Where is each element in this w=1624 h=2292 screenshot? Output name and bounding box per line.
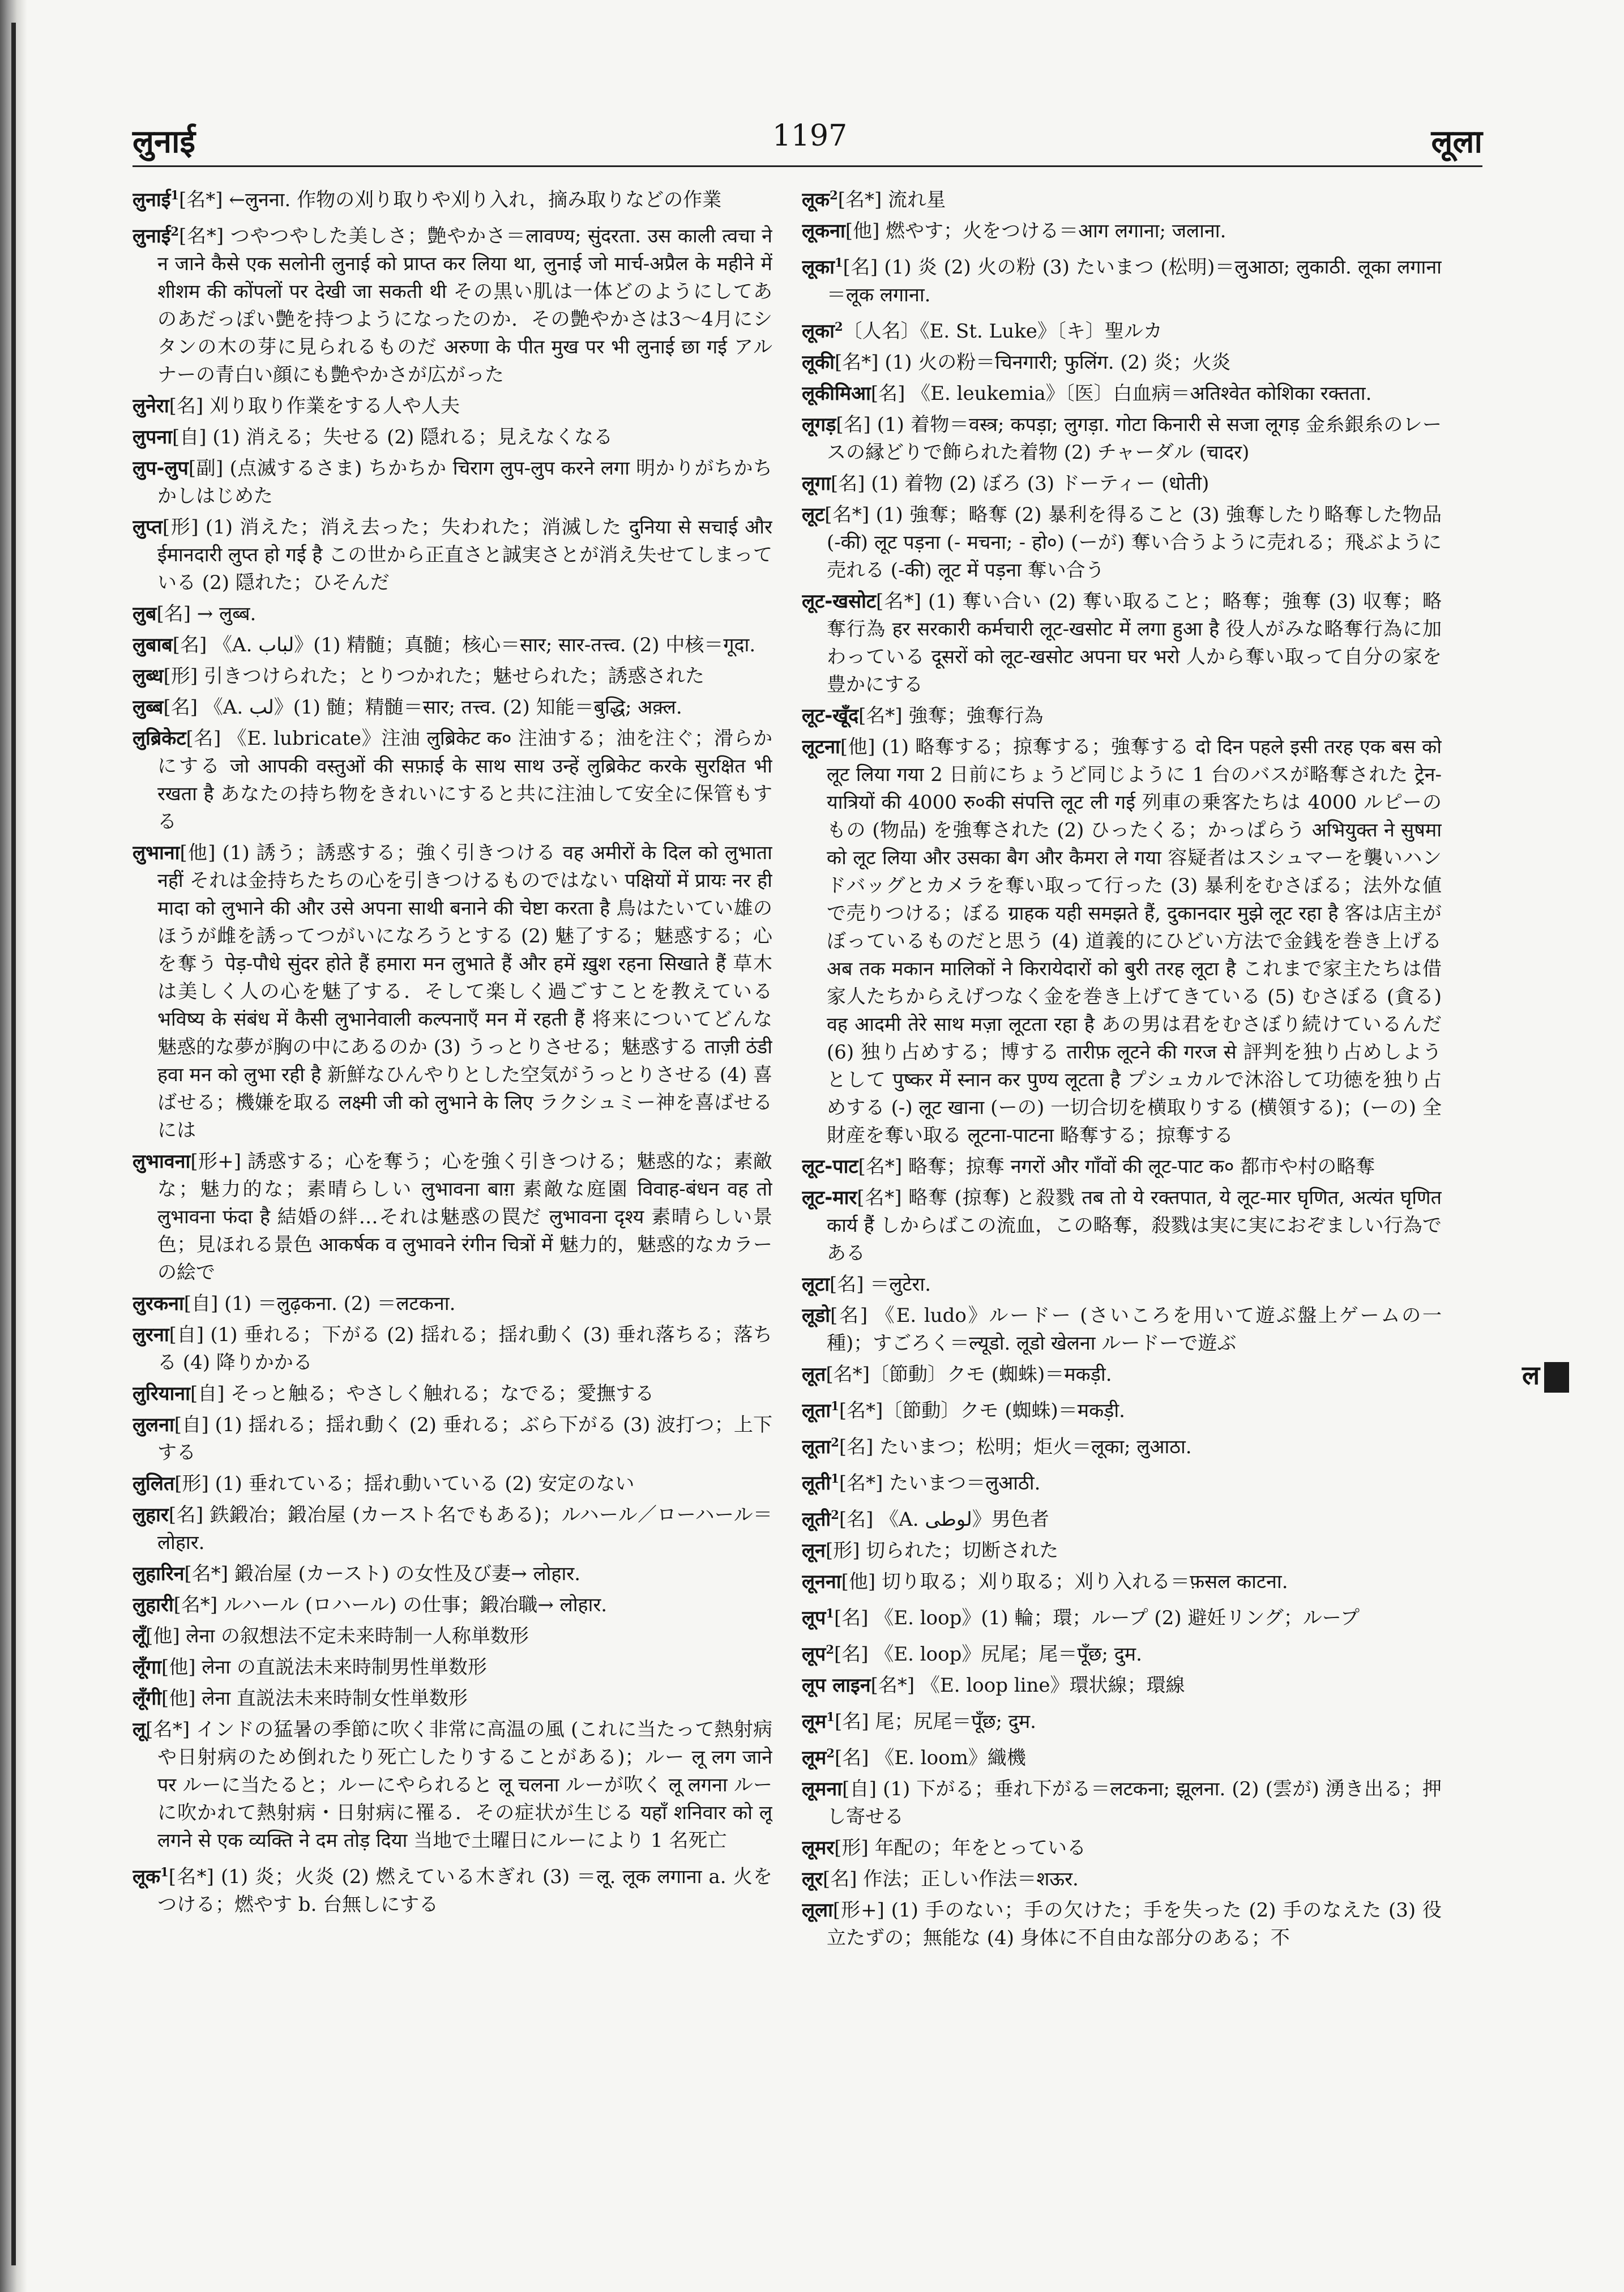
entry-definition: [形] 引きつけられた；とりつかれた；魅せられた；誘惑された (163, 665, 704, 688)
entry-headword: लूट-पाट (802, 1155, 858, 1178)
running-head-left: लुनाई (133, 123, 196, 160)
dictionary-entry (802, 1703, 1442, 1736)
dictionary-entry (802, 1636, 1442, 1668)
dictionary-entry (802, 501, 1442, 584)
dictionary-entry (133, 1380, 772, 1408)
entry-headword: लुपना (133, 426, 173, 449)
dictionary-entry (802, 1501, 1442, 1534)
entry-definition: [名*] 《E. loop line》環状線；環線 (870, 1674, 1185, 1697)
dictionary-entry (133, 663, 772, 690)
dictionary-entry (802, 1834, 1442, 1862)
entry-definition: [名*]〔節動〕クモ (蜘蛛)＝मकड़ी. (826, 1363, 1112, 1386)
homograph-number: 2 (831, 1435, 839, 1449)
entry-headword: लूप (802, 1607, 826, 1629)
dictionary-entry (802, 1428, 1442, 1461)
dictionary-entry (133, 1470, 772, 1498)
entry-definition: [名*] (1) 炎；火炎 (2) 燃えている木ぎれ (3) ＝लू. लूक लगाना a. 火をつける；燃やす b. 台無しにする (157, 1866, 772, 1916)
dictionary-entry (802, 1537, 1442, 1565)
homograph-number: 1 (834, 255, 843, 270)
entry-headword: लूम (802, 1710, 827, 1733)
homograph-number: 1 (160, 1865, 169, 1879)
entry-headword: लूँगा (133, 1656, 161, 1679)
entry-definition: [形] 切られた；切断された (825, 1539, 1059, 1562)
dictionary-entry (802, 313, 1442, 345)
homograph-number: 2 (834, 319, 843, 334)
entry-headword: लुहारी (133, 1594, 174, 1616)
thumb-index-letter: ल (1522, 1360, 1540, 1390)
entry-definition: [名] 刈り取り作業をする人や人夫 (169, 395, 460, 417)
entry-headword: लूर (802, 1868, 823, 1890)
homograph-number: 2 (830, 188, 838, 202)
dictionary-entry (133, 694, 772, 722)
entry-headword: लूटा (802, 1273, 830, 1296)
entry-definition: [名] ＝लुटेरा. (830, 1273, 931, 1296)
dictionary-entry (133, 631, 772, 659)
dictionary-entry (802, 1897, 1442, 1952)
dictionary-entry (802, 702, 1442, 730)
entry-definition: [名] 《E. loom》織機 (835, 1747, 1026, 1769)
dictionary-entry (133, 514, 772, 597)
entry-headword: लुबाब (133, 634, 173, 656)
homograph-number: 2 (170, 224, 180, 238)
entry-headword: लूकना (802, 220, 845, 242)
dictionary-entry (802, 249, 1442, 309)
left-column (133, 181, 772, 2197)
entry-definition: [名*] (1) 奪い合い (2) 奪い取ること；略奪；強奪 (3) 収奪；略奪行為 हर सरकारी कर्मचारी लूट-खसोट में लगा हुआ है 役人がみな略奪行為に加わっている दूसरों को लूट-खसोट अपना घर भरो 人から奪い取って自分の家を豊かにする (827, 590, 1442, 696)
dictionary-entry (802, 1568, 1442, 1596)
dictionary-entry (133, 1858, 772, 1919)
entry-definition: [自] (1) 垂れる；下がる (2) 揺れる；揺れ動く (3) 垂れ落ちる；落ちる (4) 降りかかる (157, 1324, 772, 1374)
entry-headword: लुनेरा (133, 395, 169, 417)
entry-definition: [名] 《E. lubricate》注油 लुब्रिकेट क० 注油する；油を注ぐ；滑らかにする जो आपकी वस्तुओं की सफ़ाई के साथ साथ उन्हें लुब्रिकेट करके सुरक्षित भी रखता है あなたの持ち物をきれいにすると共に注油して安全に保管もする (157, 727, 772, 833)
dictionary-entry (133, 392, 772, 420)
entry-definition: [名] 《A. لوطی》男色者 (839, 1508, 1049, 1531)
dictionary-entry (133, 1290, 772, 1318)
dictionary-entry (802, 1153, 1442, 1181)
entry-headword: लुलित (133, 1472, 175, 1495)
entry-definition: [名] → लुब्ब. (156, 603, 257, 625)
entry-definition: [自] (1) ＝लुढ़कना. (2) ＝लटकना. (183, 1292, 456, 1315)
dictionary-entry (802, 1271, 1442, 1299)
entry-headword: लूनना (802, 1570, 841, 1593)
entry-definition: [他] 燃やす；火をつける＝आग लगाना; जलाना. (845, 220, 1226, 242)
entry-headword: लूम (802, 1747, 827, 1769)
dictionary-entry (802, 1392, 1442, 1425)
homograph-number: 1 (831, 1471, 839, 1486)
entry-definition: [名] 《A. لباب》(1) 精髄；真髄；核心＝सार; सार-तत्त्व. (2) 中核＝गूदा. (172, 634, 756, 656)
entry-definition: [名] 《E. loop》尻尾；尾＝पूँछ; दुम. (834, 1643, 1142, 1666)
entry-definition: [形+] (1) 手のない；手の欠けた；手を失った (2) 手のなえた (3) 役立たずの；無能な (4) 身体に不自由な部分のある；不 (827, 1899, 1442, 1949)
entry-headword: लूती (802, 1472, 831, 1495)
entry-headword: लूट-खसोट (802, 590, 877, 613)
entry-definition: [他] लेना 直説法未来時制女性単数形 (161, 1687, 468, 1710)
entry-headword: लूँ (133, 1625, 146, 1647)
entry-headword: लुप-लुप (133, 457, 189, 480)
entry-definition: [名*] ルハール (ロハール) の仕事；鍛冶職→ लोहार. (173, 1594, 608, 1616)
entry-headword: लूट-खूँद (802, 705, 859, 727)
binding-rule (11, 23, 16, 2265)
entry-definition: [名] 鉄鍛冶；鍛冶屋 (カースト名でもある)；ルハール／ローハール＝लोहार. (157, 1504, 772, 1554)
entry-headword: लून (802, 1539, 826, 1562)
entry-definition: [名] たいまつ；松明；炬火＝लूका; लुआठा. (839, 1436, 1192, 1458)
entry-definition: [自] そっと触る；やさしく触れる；なでる；愛撫する (190, 1382, 655, 1405)
entry-headword: लुब्रिकेट (133, 727, 186, 750)
entry-headword: लुनाई (133, 225, 171, 247)
entry-definition: [名*] つやつやした美しさ；艶やかさ＝लावण्य; सुंदरता. उस काली त्वचा ने न जाने कैसे एक सलोनी लुनाई को प्राप्त कर लिया था, लुनाई जो मार्च-अप्रैल के महीने में शीशम की कोंपलों पर देखी जा सकती थी その黒い肌は一体どのようにしてあのあだっぽい艶を持つようになったのか．その艶やかさは3〜4月にシタンの木の芽に見られるものだ अरुणा के पीत मुख पर भी लुनाई छा गई アルナーの青白い顔にも艶やかさが広がった (157, 225, 772, 386)
entry-headword: लूमना (802, 1778, 843, 1800)
entry-definition: [名*] (1) 強奪；略奪 (2) 暴利を得ること (3) 強奪したり略奪した物品 (-की) लूट पड़ना (- मचना; - हो०) (ーが) 奪い合うように売れる；飛ぶように売れる (-की) लूट में पड़ना 奪い合う (824, 503, 1442, 582)
dictionary-entry (802, 1672, 1442, 1700)
entry-headword: लूक (133, 1866, 161, 1888)
homograph-number: 1 (170, 188, 180, 202)
dictionary-entry (133, 455, 772, 510)
dictionary-entry (802, 1184, 1442, 1267)
entry-headword: लूता (802, 1399, 831, 1422)
dictionary-entry (133, 839, 772, 1145)
entry-definition: [名] 作法；正しい作法＝शऊर. (822, 1868, 1079, 1890)
entry-headword: लूक (802, 189, 830, 211)
right-column (802, 181, 1442, 2197)
entry-definition: [名] (1) 着物＝वस्त्र; कपड़ा; लुगड़ा. गोटा किनारी से सजा लूगड़ 金糸銀糸のレースの縁どりで飾られた着物 (2) チャーダル (चादर) (827, 413, 1442, 464)
dictionary-entry (133, 1591, 772, 1619)
dictionary-entry (133, 600, 772, 628)
page-header (133, 119, 1482, 164)
dictionary-entry (802, 411, 1442, 467)
dictionary-entry (133, 1654, 772, 1681)
homograph-number: 1 (831, 1399, 839, 1413)
entry-definition: [名] (1) 着物 (2) ぼろ (3) ドーティー (धोती) (831, 472, 1210, 495)
entry-definition: [名] 《E. loop》(1) 輪；環；ループ (2) 避妊リング；ループ (834, 1607, 1360, 1629)
entry-headword: लुप्त (133, 516, 163, 539)
entry-headword: लूटना (802, 736, 840, 758)
dictionary-entry (802, 1866, 1442, 1893)
entry-headword: लुरकना (133, 1292, 184, 1315)
dictionary-entry (133, 1411, 772, 1467)
entry-headword: लुलना (133, 1414, 174, 1436)
dictionary-entry (133, 1321, 772, 1377)
dictionary-entry (802, 181, 1442, 214)
entry-definition: [副] (点滅するさま) ちかちか चिराग लुप-लुप करने लगा 明かりがちかちかしはじめた (157, 457, 772, 507)
dictionary-entry (802, 1302, 1442, 1358)
entry-headword: लूडो (802, 1304, 831, 1327)
entry-headword: लुहार (133, 1504, 169, 1526)
entry-headword: लूगड़ (802, 413, 836, 436)
homograph-number: 1 (826, 1606, 834, 1620)
entry-definition: [自] (1) 消える；失せる (2) 隠れる；見えなくなる (172, 426, 613, 449)
entry-definition: [名] 《A. لب》(1) 髄；精髄＝सार; तत्त्व. (2) 知能＝बुद्धि; अक़्ल. (163, 696, 682, 719)
entry-headword: लूकीमिआ (802, 382, 871, 405)
entry-headword: लूँगी (133, 1687, 161, 1710)
entry-headword: लुभाना (133, 842, 180, 864)
entry-headword: लुरियाना (133, 1382, 190, 1405)
entry-definition: [名*]〔節動〕クモ (蜘蛛)＝मकड़ी. (839, 1399, 1125, 1422)
entry-definition: [自] (1) 揺れる；揺れ動く (2) 垂れる；ぶら下がる (3) 波打つ；上下する (157, 1414, 772, 1464)
entry-headword: लुब्ध (133, 665, 164, 688)
dictionary-entry (133, 181, 772, 214)
entry-definition: [名] (1) 炎 (2) 火の粉 (3) たいまつ (松明)＝लुआठा; लुकाठी. लूका लगाना ＝लूक लगाना. (827, 256, 1442, 306)
entry-definition: [名*] 強奪；強奪行為 (858, 705, 1044, 727)
entry-headword: लुब्ब (133, 696, 164, 719)
entry-definition: [名] 《E. ludo》ルードー (さいころを用いて遊ぶ盤上ゲームの一種)；すごろく＝ल्यूडो. लूडो खेलना ルードーで遊ぶ (827, 1304, 1442, 1355)
entry-headword: लुभावना (133, 1150, 191, 1173)
dictionary-entry (802, 1775, 1442, 1831)
entry-definition: [他] लेना の叙想法不定未来時制一人称単数形 (146, 1625, 529, 1647)
dictionary-entry (133, 1685, 772, 1713)
entry-definition: [名*] ←लुनना. 作物の刈り取りや刈り入れ，摘み取りなどの作業 (179, 189, 722, 211)
dictionary-entry (802, 1739, 1442, 1772)
entry-headword: लूता (802, 1436, 831, 1458)
entry-definition: [形+] 誘惑する；心を奪う；心を強く引きつける；魅惑的な；素敵な；魅力的な；素晴らしい लुभावना बाग़ 素敵な庭園 विवाह-बंधन वह तो लुभावना फंदा है 結婚の絆…それは魅惑の罠だ लुभावना दृश्य 素晴らしい景色；見ほれる景色 आकर्षक व लुभावने रंगीन चित्रों में 魅力的，魅惑的なカラーの絵で (157, 1150, 772, 1284)
thumb-index-block (1544, 1362, 1569, 1393)
dictionary-entry (802, 217, 1442, 245)
entry-headword: लूती (802, 1508, 831, 1531)
entry-headword: लूत (802, 1363, 826, 1386)
entry-headword: लूप (802, 1643, 826, 1666)
entry-definition: [名*] 鍛冶屋 (カースト) の女性及び妻→ लोहार. (184, 1563, 581, 1585)
entry-definition: [他] लेना の直説法未来時制男性単数形 (161, 1656, 487, 1679)
entry-definition: [名*] 流れ星 (837, 189, 946, 211)
entry-headword: लूमर (802, 1837, 835, 1859)
dictionary-entry (802, 1361, 1442, 1389)
entry-headword: लूका (802, 320, 835, 343)
homograph-number: 1 (826, 1710, 835, 1724)
entry-definition: [他] (1) 誘う；誘惑する；強く引きつける वह अमीरों के दिल को लुभाता नहीं それは金持ちたちの心を引きつけるものではない पक्षियों में प्रायः नर ही मादा को लुभाने की और उसे अपना साथी बनाने की चेष्टा करता है 鳥はたいてい雄のほうが雌を誘ってつがいになろうとする (2) 魅了する；魅惑する；心を奪う पेड़-पौधे सुंदर होते हैं हमारा मन लुभाते हैं और हमें ख़ुश रहना सिखाते हैं 草木は美しく人の心を魅了する．そして楽しく過ごすことを教えている भविष्य के संबंध में कैसी लुभानेवाली कल्पनाएँ मन में रहती हैं 将来についてどんな魅惑的な夢が胸の中にあるのか (3) うっとりさせる；魅惑する ताज़ी ठंडी हवा मन को लुभा रही है 新鮮なひんやりとした空気がうっとりさせる (4) 喜ばせる；機嫌を取る लक्ष्मी जी को लुभाने के लिए ラクシュミー神を喜ばせるには (157, 842, 772, 1142)
entry-headword: लुहारिन (133, 1563, 185, 1585)
dictionary-entry (133, 1623, 772, 1650)
entry-headword: लूला (802, 1899, 833, 1922)
header-rule (133, 165, 1482, 167)
homograph-number: 2 (826, 1642, 834, 1657)
entry-definition: 〔人名〕《E. St. Luke》〔キ〕聖ルカ (843, 320, 1163, 343)
dictionary-entry (133, 1501, 772, 1557)
entry-headword: लूप लाइन (802, 1674, 871, 1697)
entry-headword: लूट (802, 503, 825, 526)
entry-definition: [形] 年配の；年をとっている (834, 1837, 1086, 1859)
entry-definition: [形] (1) 消えた；消え去った；失われた；消滅した दुनिया से सचाई और ईमानदारी लुप्त हो गई है この世から正直さと誠実さとが消え失せてしまっている (2) 隠れた；ひそんだ (157, 516, 772, 594)
entry-definition: [形] (1) 垂れている；揺れ動いている (2) 安定のない (174, 1472, 635, 1495)
entry-headword: लू (133, 1718, 146, 1741)
dictionary-entry (133, 1716, 772, 1855)
dictionary-entry (802, 380, 1442, 408)
running-head-right: लूला (1431, 123, 1482, 160)
homograph-number: 2 (826, 1746, 835, 1760)
entry-definition: [名*] (1) 火の粉＝चिनगारी; फुलिंग. (2) 炎；火炎 (834, 351, 1231, 374)
homograph-number: 2 (831, 1508, 839, 1522)
dictionary-entry (802, 470, 1442, 498)
entry-definition: [名*] インドの猛暑の季節に吹く非常に高温の風 (これに当たって熱射病や日射病のため倒れたり死亡したりすることがある)；ルー लू लग जाने पर ルーに当たると；ルーにやられると लू चलना ルーが吹く लू लगना ルーに吹かれて熱射病・日射病に罹る．その症状が生じる यहाँ शनिवार को लू लगने से एक व्यक्ति ने दम तोड़ दिया 当地で土曜日にルーにより 1 名死亡 (146, 1718, 772, 1852)
dictionary-entry (802, 733, 1442, 1150)
dictionary-entry (802, 349, 1442, 377)
dictionary-entry (133, 725, 772, 836)
entry-definition: [名*] 略奪；掠奪 नगरों और गाँवों की लूट-पाट क० 都市や村の略奪 (858, 1155, 1375, 1178)
entry-definition: [自] (1) 下がる；垂れ下がる＝लटकना; झूलना. (2) (雲が) 湧き出る；押し寄せる (827, 1778, 1442, 1828)
entry-definition: [名*] たいまつ＝लुआठी. (839, 1472, 1041, 1495)
dictionary-entry (133, 217, 772, 389)
entry-definition: [他] (1) 略奪する；掠奪する；強奪する दो दिन पहले इसी तरह एक बस को लूट लिया गया 2 日前にちょうど同じように 1 台のバスが略奪された ट्रेन-यात्रियों की 4000 रु०की संपत्ति लूट ली गई 列車の乗客たちは 4000 ルピーのもの (物品) を強奪された (2) ひったくる；かっぱらう अभियुक्त ने सुषमा को लूट लिया और उसका बैग और कैमरा ले गया 容疑者はスシュマーを襲いハンドバッグとカメラを奪い取って行った (3) 暴利をむさぼる；法外な値で売りつける；ぼる ग्राहक यही समझते हैं, दुकानदार मुझे लूट रहा है 客は店主がぼっているものだと思う (4) 道義的にひどい方法で金銭を巻き上げる अब तक मकान मालिकों ने किरायेदारों को बुरी तरह लूटा है これまで家主たちは借家人たちからえげつなく金を巻き上げてきている (5) むさぼる (貪る) वह आदमी तेरे साथ मज़ा लूटता रहा है あの男は君をむさぼり続けているんだ (6) 独り占めする；博する तारीफ़ लूटने की गरज से 評判を独り占めしようとして पुष्कर में स्नान कर पुण्य लूटता है プシュカルで沐浴して功徳を独り占めする (-) लूट खाना (ーの) 一切合切を横取りする (横領する)；(ーの) 全財産を奪い取る लूटना-पाटना 略奪する；掠奪する (827, 736, 1442, 1147)
entry-headword: लूकी (802, 351, 835, 374)
dictionary-entry (133, 1560, 772, 1588)
entry-headword: लूट-मार (802, 1186, 857, 1209)
entry-headword: लुरना (133, 1324, 169, 1346)
thumb-index-tab (1522, 1357, 1569, 1393)
dictionary-entry (802, 1599, 1442, 1632)
entry-headword: लुब (133, 603, 157, 625)
entry-headword: लूगा (802, 472, 831, 495)
entry-headword: लुनाई (133, 189, 171, 211)
entry-definition: [名] 《E. leukemia》〔医〕白血病＝अतिश्वेत कोशिका रक्तता. (870, 382, 1372, 405)
dictionary-entry (133, 424, 772, 451)
entry-headword: लूका (802, 256, 835, 279)
page-number: 1197 (772, 119, 848, 153)
entry-definition: [名] 尾；尻尾＝पूँछ; दुम. (835, 1710, 1036, 1733)
dictionary-entry (802, 588, 1442, 699)
entry-definition: [他] 切り取る；刈り取る；刈り入れる＝फ़सल काटना. (841, 1570, 1288, 1593)
entry-definition: [名*] 略奪 (掠奪) と殺戮 तब तो ये रक्तपात, ये लूट-मार घृणित, अत्यंत घृणित कार्य हैं しからばこの流血，この略奪，殺戮は実に実におぞましい行為である (827, 1186, 1442, 1265)
dictionary-entry (802, 1465, 1442, 1497)
dictionary-entry (133, 1148, 772, 1287)
